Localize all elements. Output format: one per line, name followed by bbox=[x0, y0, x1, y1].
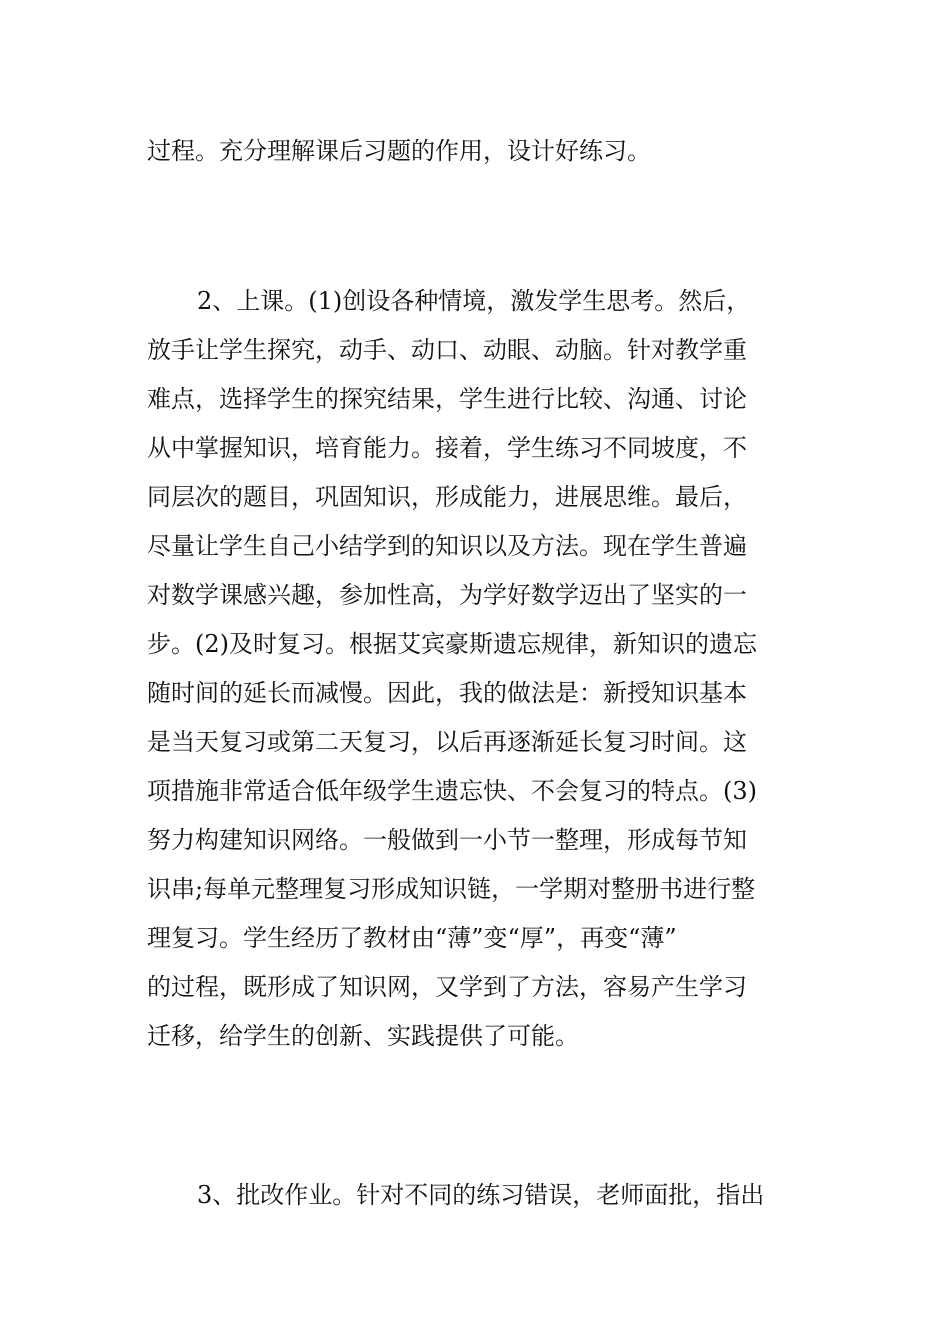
paragraph-line: 迁移，给学生的创新、实践提供了可能。 bbox=[147, 1022, 579, 1050]
paragraph-line: 努力构建知识网络。一般做到一小节一整理，形成每节知 bbox=[147, 826, 747, 854]
paragraph-line: 难点，选择学生的探究结果，学生进行比较、沟通、讨论 bbox=[147, 385, 747, 413]
paragraph-line: 尽量让学生自己小结学到的知识以及方法。现在学生普遍 bbox=[147, 532, 747, 560]
paragraph-line: 放手让学生探究，动手、动口、动眼、动脑。针对教学重 bbox=[147, 336, 747, 364]
paragraph-line: 从中掌握知识，培育能力。接着，学生练习不同坡度，不 bbox=[147, 434, 747, 462]
paragraph-line: 同层次的题目，巩固知识，形成能力，进展思维。最后， bbox=[147, 483, 747, 511]
paragraph-line: 项措施非常适合低年级学生遗忘快、不会复习的特点。(3) bbox=[147, 777, 757, 805]
paragraph-line: 随时间的延长而减慢。因此，我的做法是：新授知识基本 bbox=[147, 679, 747, 707]
paragraph-line: 识串;每单元整理复习形成知识链，一学期对整册书进行整 bbox=[147, 875, 756, 903]
paragraph-line: 2、上课。(1)创设各种情境，激发学生思考。然后， bbox=[197, 287, 751, 315]
paragraph-line: 3、批改作业。针对不同的练习错误，老师面批，指出 bbox=[197, 1181, 765, 1209]
paragraph-line: 的过程，既形成了知识网，又学到了方法，容易产生学习 bbox=[147, 973, 747, 1001]
paragraph-line: 理复习。学生经历了教材由“薄”变“厚”，再变“薄” bbox=[147, 924, 677, 952]
paragraph-line: 过程。充分理解课后习题的作用，设计好练习。 bbox=[147, 137, 651, 165]
paragraph-line: 对数学课感兴趣，参加性高，为学好数学迈出了坚实的一 bbox=[147, 581, 747, 609]
paragraph-line: 是当天复习或第二天复习，以后再逐渐延长复习时间。这 bbox=[147, 728, 747, 756]
paragraph-line: 步。(2)及时复习。根据艾宾豪斯遗忘规律，新知识的遗忘 bbox=[147, 630, 757, 658]
